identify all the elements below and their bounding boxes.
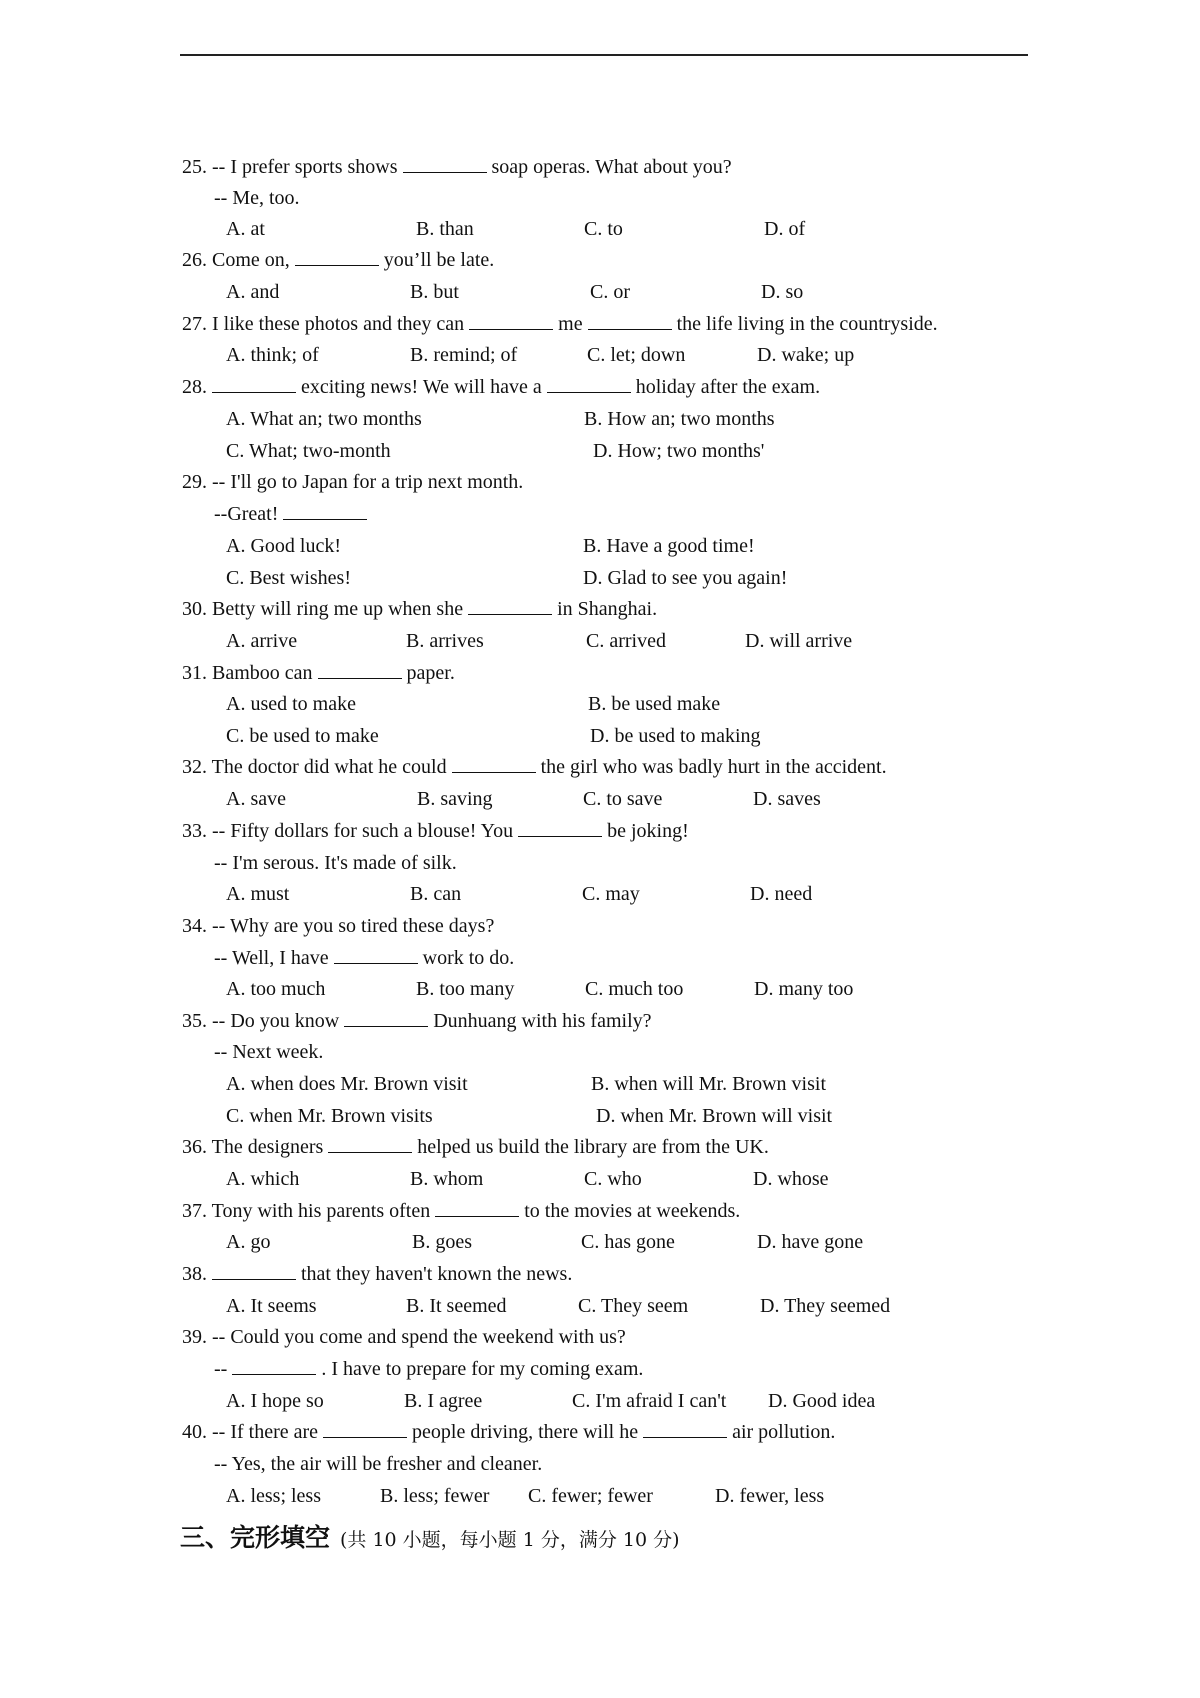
option-a: A. think; of [226,344,319,366]
stem-text: I like these photos and they can [212,313,465,335]
question-number: 27. [182,313,207,335]
question-35-stem [182,1006,652,1036]
option-b: B. can [410,883,462,905]
stem-text: paper. [406,662,455,684]
answer-blank [547,376,631,393]
answer-blank [212,1263,296,1280]
option-d: D. will arrive [745,630,853,652]
stem-text: that they haven't known the news. [301,1263,573,1285]
option-d: D. wake; up [757,344,855,366]
question-34-reply [214,943,514,973]
option-d: D. have gone [757,1231,864,1253]
answer-blank [403,156,487,173]
option-b: B. be used make [588,693,721,715]
option-a: A. which [226,1168,300,1190]
stem-text: The designers [211,1136,324,1158]
reply-text: . I have to prepare for my coming exam. [321,1358,644,1380]
option-a: A. go [226,1231,271,1253]
question-40-stem [182,1417,835,1447]
answer-blank [318,662,402,679]
question-number: 36. [182,1136,207,1158]
answer-blank [643,1421,727,1438]
option-b: B. I agree [404,1390,483,1412]
reply-text: -- Well, I have [214,947,329,969]
option-b: B. arrives [406,630,484,652]
option-b: B. whom [410,1168,484,1190]
stem-text: Betty will ring me up when she [212,598,464,620]
option-a: A. at [226,218,265,240]
question-39-stem [182,1322,626,1352]
question-number: 25. [182,156,207,178]
option-d: D. when Mr. Brown will visit [596,1105,833,1127]
option-d: D. need [750,883,813,905]
option-b: B. Have a good time! [583,535,755,557]
question-26-stem [182,245,494,275]
option-c: C. fewer; fewer [528,1485,653,1507]
option-c: C. I'm afraid I can't [572,1390,727,1412]
option-b: B. It seemed [406,1295,507,1317]
option-a: A. I hope so [226,1390,324,1412]
question-35-reply: -- Next week. [214,1041,324,1063]
option-c: C. to save [583,788,663,810]
option-c: C. much too [585,978,684,1000]
question-25-stem [182,152,732,182]
question-number: 32. [182,756,207,778]
answer-blank [468,598,552,615]
question-number: 34. [182,915,207,937]
question-40-reply: -- Yes, the air will be fresher and cleaner. [214,1453,543,1475]
option-a: A. used to make [226,693,356,715]
reply-text: -- [214,1358,228,1380]
question-33-reply: -- I'm serous. It's made of silk. [214,852,457,874]
option-c: C. Best wishes! [226,567,351,589]
answer-blank [212,376,296,393]
stem-text: -- Fifty dollars for such a blouse! You [212,820,514,842]
question-30-stem [182,594,657,624]
reply-text: --Great! [214,503,279,525]
option-a: A. and [226,281,280,303]
option-c: C. who [584,1168,642,1190]
option-d: D. of [764,218,806,240]
question-number: 39. [182,1326,207,1348]
question-number: 38. [182,1263,207,1285]
option-c: C. when Mr. Brown visits [226,1105,433,1127]
option-c: C. let; down [587,344,686,366]
stem-text: Tony with his parents often [211,1200,431,1222]
stem-text: be joking! [607,820,689,842]
option-c: C. What; two-month [226,440,391,462]
question-number: 33. [182,820,207,842]
option-c: C. arrived [586,630,666,652]
option-a: A. less; less [226,1485,321,1507]
stem-text: to the movies at weekends. [524,1200,741,1222]
answer-blank [295,249,379,266]
stem-text: the girl who was badly hurt in the accident. [540,756,887,778]
option-b: B. when will Mr. Brown visit [591,1073,827,1095]
question-29-reply [214,499,372,529]
stem-text: people driving, there will he [412,1421,639,1443]
answer-blank [518,820,602,837]
option-d: D. be used to making [590,725,761,747]
answer-blank [588,313,672,330]
stem-text: holiday after the exam. [635,376,821,398]
question-27-stem [182,309,938,339]
question-29-stem [182,467,523,497]
stem-text: -- Why are you so tired these days? [212,915,495,937]
question-39-reply [214,1354,643,1384]
option-c: C. They seem [578,1295,689,1317]
answer-blank [323,1421,407,1438]
option-d: D. so [761,281,804,303]
question-number: 29. [182,471,207,493]
answer-blank [452,756,536,773]
question-number: 31. [182,662,207,684]
stem-text: -- I'll go to Japan for a trip next month. [212,471,524,493]
option-c: C. has gone [581,1231,675,1253]
answer-blank [469,313,553,330]
stem-text: Bamboo can [212,662,313,684]
question-38-stem [182,1259,572,1289]
stem-text: soap operas. What about you? [491,156,732,178]
question-number: 40. [182,1421,207,1443]
stem-text: -- Do you know [212,1010,340,1032]
stem-text: helped us build the library are from the UK. [417,1136,769,1158]
question-28-stem [182,372,820,402]
stem-text: exciting news! We will have a [301,376,542,398]
answer-blank [283,503,367,520]
option-b: B. goes [412,1231,472,1253]
question-number: 28. [182,376,207,398]
option-d: D. fewer, less [715,1485,825,1507]
question-number: 37. [182,1200,207,1222]
option-b: B. too many [416,978,515,1000]
option-c: C. be used to make [226,725,379,747]
question-number: 26. [182,249,207,271]
option-b: B. less; fewer [380,1485,490,1507]
option-a: A. too much [226,978,326,1000]
option-d: D. Glad to see you again! [583,567,788,589]
answer-blank [334,947,418,964]
stem-text: Dunhuang with his family? [433,1010,652,1032]
option-b: B. remind; of [410,344,518,366]
reply-text: work to do. [422,947,515,969]
stem-text: -- If there are [212,1421,319,1443]
option-b: B. than [416,218,474,240]
section-heading [180,1518,680,1558]
question-31-stem [182,658,455,688]
option-a: A. when does Mr. Brown visit [226,1073,468,1095]
question-37-stem [182,1196,740,1226]
question-33-stem [182,816,689,846]
stem-text: -- Could you come and spend the weekend with us? [212,1326,626,1348]
section-note: (共 10 小题，每小题 1 分，满分 10 分) [340,1529,680,1551]
stem-text: in Shanghai. [557,598,658,620]
option-a: A. What an; two months [226,408,422,430]
option-b: B. but [410,281,459,303]
option-d: D. many too [754,978,854,1000]
answer-blank [328,1136,412,1153]
section-title: 三、完形填空 [180,1523,331,1552]
option-d: D. They seemed [760,1295,891,1317]
question-32-stem [182,752,887,782]
option-b: B. How an; two months [584,408,775,430]
question-34-stem [182,911,494,941]
option-c: C. may [582,883,640,905]
option-a: A. It seems [226,1295,317,1317]
option-a: A. arrive [226,630,298,652]
question-number: 35. [182,1010,207,1032]
option-b: B. saving [417,788,493,810]
stem-text: Come on, [212,249,290,271]
option-d: D. Good idea [768,1390,876,1412]
option-c: C. to [584,218,623,240]
stem-text: you’ll be late. [383,249,495,271]
header-rule [180,54,1028,56]
answer-blank [232,1358,316,1375]
stem-text: the life living in the countryside. [676,313,938,335]
answer-blank [435,1200,519,1217]
stem-text: air pollution. [732,1421,836,1443]
option-c: C. or [590,281,630,303]
option-d: D. saves [753,788,821,810]
question-36-stem [182,1132,769,1162]
stem-text: The doctor did what he could [211,756,447,778]
option-a: A. Good luck! [226,535,341,557]
option-d: D. whose [753,1168,829,1190]
option-d: D. How; two months' [593,440,765,462]
option-a: A. must [226,883,290,905]
question-number: 30. [182,598,207,620]
stem-text: me [558,313,583,335]
answer-blank [344,1010,428,1027]
stem-text: -- I prefer sports shows [212,156,398,178]
option-a: A. save [226,788,286,810]
question-25-reply: -- Me, too. [214,187,300,209]
